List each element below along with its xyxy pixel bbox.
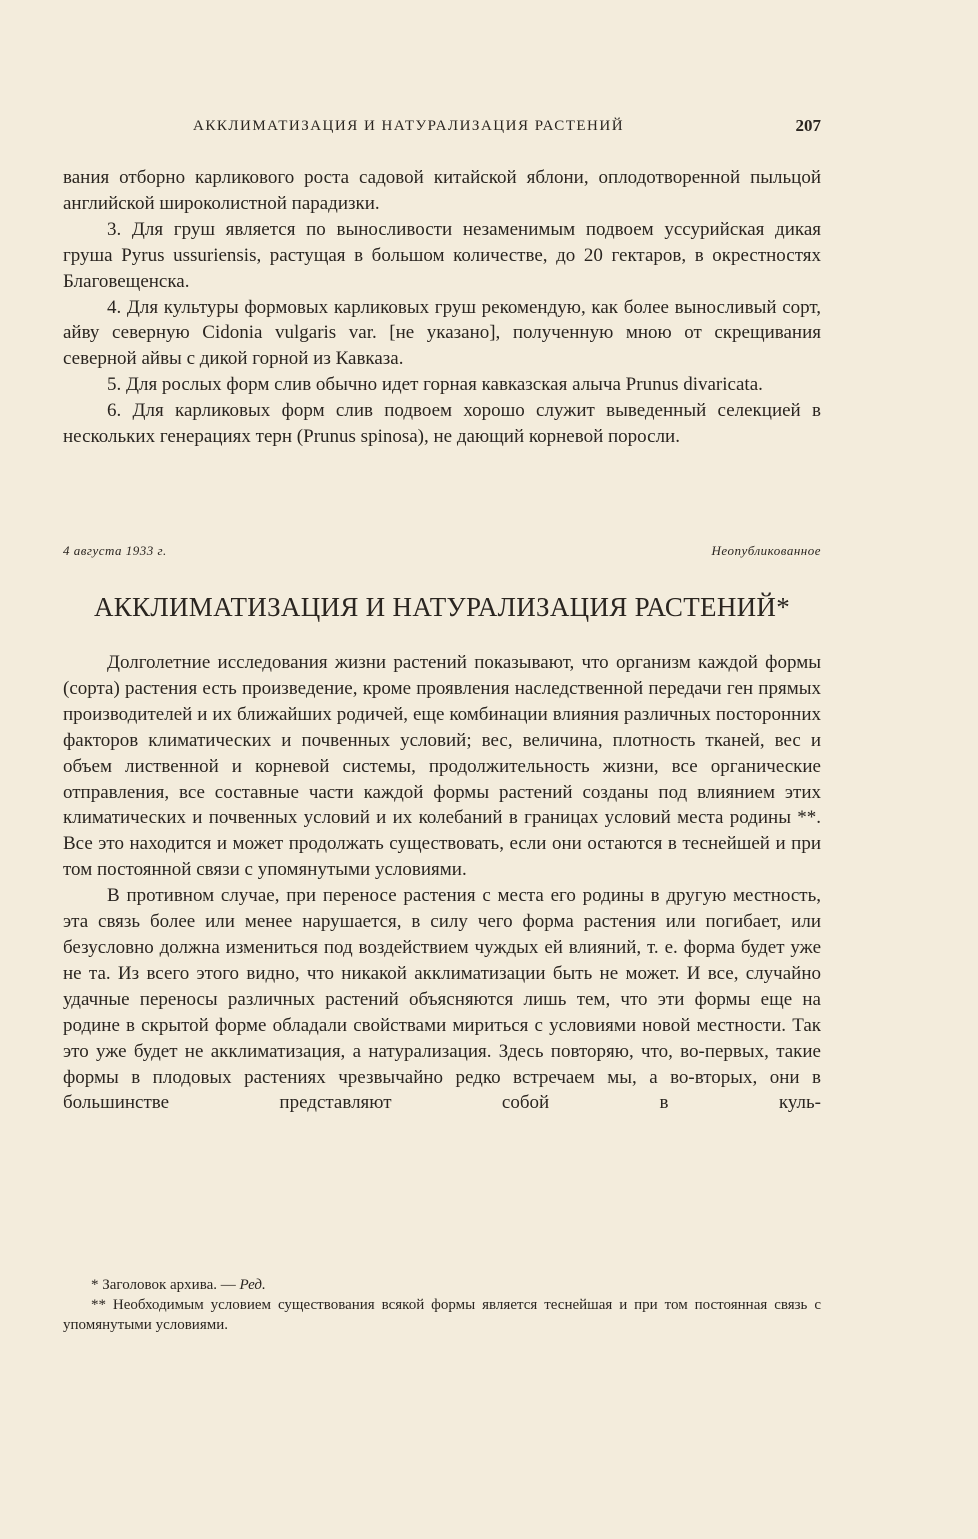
footnotes: [63, 1275, 821, 1335]
paragraph: 6. Для карликовых форм слив подвоем хорошо служит выведенный селекцией в нескольких генерациях терн (Prunus spinosa), не дающий корневой поросли.: [63, 400, 821, 448]
paragraph: В противном случае, при переносе растения с места его родины в другую местность, эта связь более или менее нарушается, в силу чего форма растения или погибает, или безусловно должна измениться под воздействием чуждых ей влияний, т. е. форма будет уже не та. Из всего этого видно, что никакой акклиматизации быть не может. И все, случайно удачные переносы различных растений объясняются лишь тем, что эти формы еще на родине в скрытой форме обладали свойствами мириться с условиями новой местности. Так это уже будет не акклиматизация, а натурализация. Здесь повторяю, что, во-первых, такие формы в плодовых растениях чрезвычайно редко встречаем мы, а во-вторых, они в большинстве представляют собой в куль-: [63, 885, 821, 1114]
paragraph: 5. Для рослых форм слив обычно идет горная кавказская алыча Prunus divaricata.: [107, 374, 763, 396]
article-body: [63, 650, 821, 1116]
footnote: [63, 1275, 821, 1295]
footnote-text: * Заголовок архива. —: [91, 1277, 240, 1293]
footnote: ** Необходимым условием существования всякой формы является теснейшая и при том постоянная связь с упомянутыми условиями.: [63, 1297, 821, 1333]
date: 4 августа 1933 г.: [63, 543, 167, 558]
paragraph: 3. Для груш является по выносливости незаменимым подвоем уссурийская дикая груша Pyrus ussuriensis, растущая в большом количестве, до 20 гектаров, в окрестностях Благовещенска.: [63, 218, 821, 292]
running-title: АККЛИМАТИЗАЦИЯ И НАТУРАЛИЗАЦИЯ РАСТЕНИЙ: [193, 118, 625, 134]
paragraph: Долголетние исследования жизни растений показывают, что организм каждой формы (сорта) растения есть произведение, кроме проявления наследственной передачи ген прямых производителей и их ближайших родичей, еще комбинации влияния различных посторонних факторов климатических и почвенных условий; вес, величина, плотность тканей, вес и объем лиственной и корневой системы, продолжительность жизни, все органические отправления, все составные части каждой формы растений созданы под влиянием этих климатических и почвенных условий и их колебаний в границах условий места родины **. Все это находится и может продолжать существовать, если они остаются в теснейшей и при том постоянной связи с упомянутыми условиями.: [63, 652, 821, 881]
page-number: 207: [795, 116, 821, 135]
previous-article-text: [63, 165, 821, 450]
article-title: АККЛИМАТИЗАЦИЯ И НАТУРАЛИЗАЦИЯ РАСТЕНИЙ*: [93, 592, 791, 622]
publication-status: Неопубликованное: [711, 543, 821, 558]
paragraph: вания отборно карликового роста садовой китайской яблони, оплодотворенной пыльцой английской широколистной парадизки.: [63, 167, 821, 214]
paragraph: 4. Для культуры формовых карликовых груш рекомендую, как более выносливый сорт, айву северную Cidonia vulgaris var. [не указано], полученную мною от скрещивания северной айвы с дикой горной из Кавказа.: [63, 296, 821, 370]
footnote-editor-mark: Ред.: [239, 1277, 266, 1293]
